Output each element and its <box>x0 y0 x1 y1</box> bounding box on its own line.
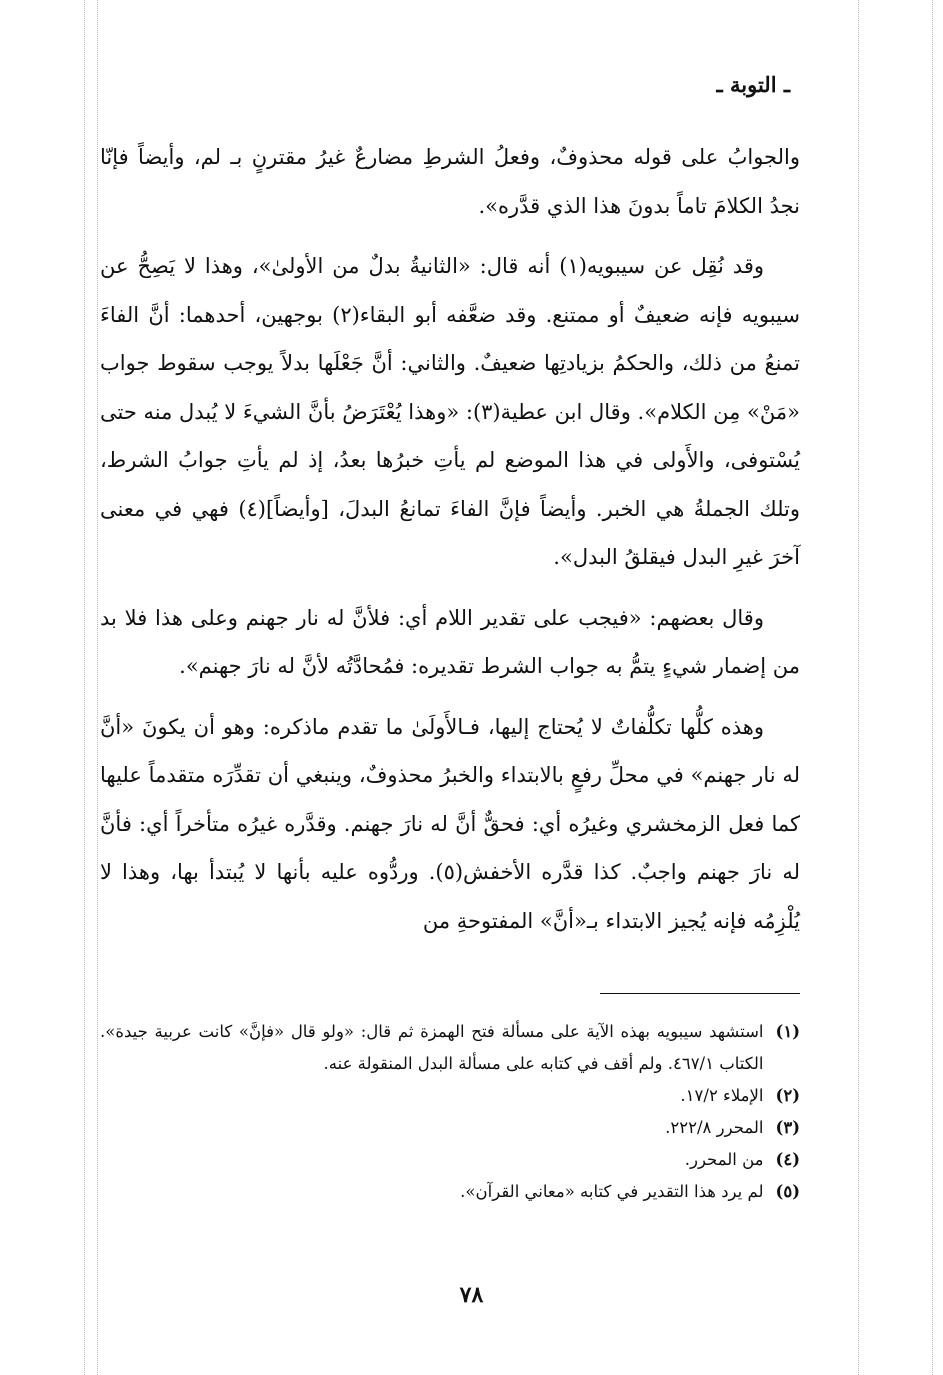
paragraph-1: والجوابُ على قوله محذوفٌ، وفعلُ الشرطِ مضارعٌ غيرُ مقترنٍ بـ لم، وأيضاً فإنّا نجدُ الكلامَ تاماً بدونَ هذا الذي قدَّره». <box>100 145 800 218</box>
footnote-number: (٣) <box>775 1118 800 1137</box>
scan-line-right-outer <box>932 0 933 1375</box>
footnote-number: (٤) <box>775 1150 800 1169</box>
footnotes <box>100 1016 800 1208</box>
footnote-text: لم يرد هذا التقدير في كتابه «معاني القرآن». <box>460 1182 764 1201</box>
footnote-2 <box>100 1080 800 1112</box>
footnote-5 <box>100 1176 800 1208</box>
main-text <box>100 133 800 945</box>
paragraph-3: وقال بعضهم: «فيجب على تقدير اللام أي: فلأنَّ له نار جهنم وعلى هذا فلا بد من إضمار شيءٍ يتمُّ به جواب الشرط تقديره: فمُحادَّتُه لأنَّ له نارَ جهنم». <box>100 605 800 678</box>
paragraph-4: وهذه كلُّها تكلُّفاتٌ لا يُحتاج إليها، فـالأَولَىٰ ما تقدم ماذكره: وهو أن يكونَ «أنَّ له نار جهنم» في محلِّ رفعٍ بالابتداء والخبرُ محذوفٌ، وينبغي أن تقدِّرَه متقدماً عليها كما فعل الزمخشري وغيرُه أي: فحقٌّ أنَّ له نارَ جهنم. وقدَّره غيرُه متأخراً أي: فأنَّ له نارَ جهنم واجبٌ. كذا قدَّره الأخفش(٥). وردُّوه عليه بأنها لا يُبتدأ بها، وهذا لا يُلْزِمُه فإنه يُجيز الابتداء بـ«أنَّ» المفتوحةِ من <box>100 714 800 933</box>
scan-line-right <box>858 0 859 1375</box>
book-page <box>100 60 800 1208</box>
page-number: ٧٨ <box>459 1282 484 1308</box>
footnote-3 <box>100 1112 800 1144</box>
footnote-number: (٢) <box>775 1086 800 1105</box>
paragraph-2: وقد نُقِل عن سيبويه(١) أنه قال: «الثانيةُ بدلٌ من الأولىٰ»، وهذا لا يَصِحُّ عن سيبويه فإنه ضعيفٌ أو ممتنع. وقد ضعَّفه أبو البقاء(٢) بوجهين، أحدهما: أنَّ الفاءَ تمنعُ من ذلك، والحكمُ بزيادتِها ضعيفٌ. والثاني: أنَّ جَعْلَها بدلاً يوجب سقوط جواب «مَنْ» مِن الكلام». وقال ابن عطية(٣): «وهذا يُعْتَرَضُ بأنَّ الشيءَ لا يُبدل منه حتى يُسْتوفى، والأَولى في هذا الموضع لم يأتِ خبرُها بعدُ، إذ لم يأتِ جوابُ الشرط، وتلك الجملةُ هي الخبر. وأيضاً فإنَّ الفاءَ تمانعُ البدلَ، [وأيضاً](٤) فهي في معنى آخرَ غيرِ البدل فيقلقُ البدل». <box>100 254 801 569</box>
scan-line-left-inner <box>97 0 98 1375</box>
footnote-1 <box>100 1016 800 1080</box>
footnote-number: (٥) <box>775 1182 800 1201</box>
footnote-4 <box>100 1144 800 1176</box>
footnote-separator <box>600 993 800 994</box>
scan-line-left <box>84 0 85 1375</box>
footnote-text: استشهد سيبويه بهذه الآية على مسألة فتح الهمزة ثم قال: «ولو قال «فإنَّ» كانت عربية جيدة». الكتاب ٤٦٧/١. ولم أقف في كتابه على مسألة البدل المنقولة عنه. <box>100 1022 764 1073</box>
running-header: ـ التوبة ـ <box>716 72 790 97</box>
footnote-text: المحرر ٢٢٢/٨. <box>665 1118 764 1137</box>
footnote-text: من المحرر. <box>684 1150 764 1169</box>
footnote-number: (١) <box>775 1022 800 1041</box>
footnote-text: الإملاء ١٧/٢. <box>680 1086 764 1105</box>
